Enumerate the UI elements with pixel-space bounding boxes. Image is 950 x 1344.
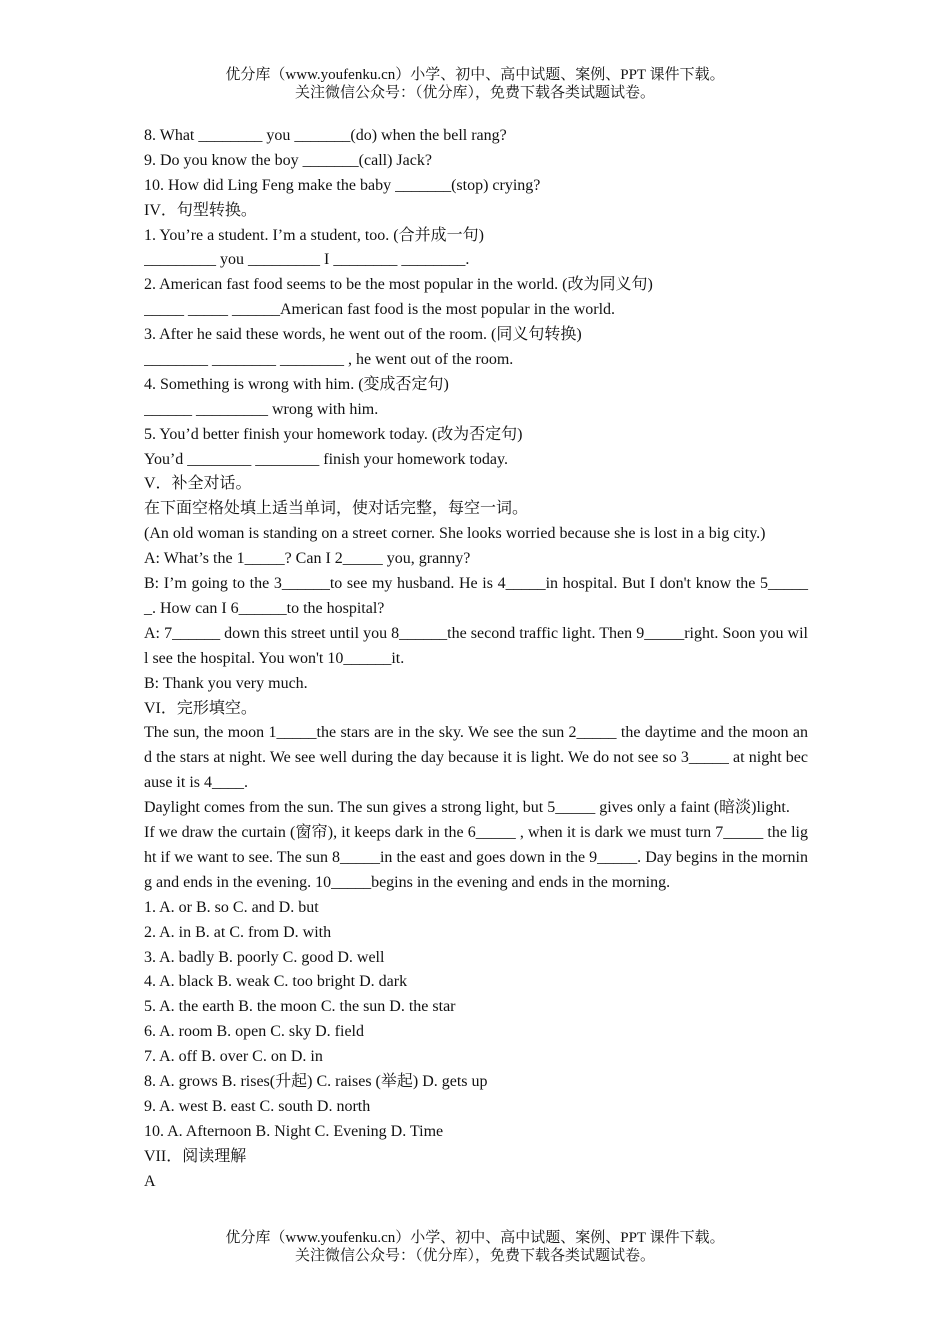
footer-line-2: 关注微信公众号：（优分库），免费下载各类试题试卷。 [294,1248,655,1264]
cloze-option-2: 2. A. in B. at C. from D. with [144,923,332,941]
cloze-option-4: 4. A. black B. weak C. too bright D. dark [144,973,408,991]
transform-question-5: 5. You’d better finish your homework today. (改为否定句) [144,425,523,443]
cloze-option-8: 8. A. grows B. rises(升起) C. raises (举起) D. gets up [144,1073,488,1091]
cloze-option-9: 9. A. west B. east C. south D. north [144,1097,371,1115]
cloze-option-10: 10. A. Afternoon B. Night C. Evening D. Time [144,1122,444,1140]
transform-question-1: 1. You’re a student. I’m a student, too. (合并成一句) [144,226,484,244]
cloze-paragraph-3: If we draw the curtain (窗帘), it keeps dark in the 6_____ , when it is dark we must turn 7_____ the light if we want to see. The sun 8_____in the east and goes down in the 9_____. Day begins in the morning and ends in the evening. 10_____begins in the evening and ends in the morning. [144,824,808,891]
transform-answer-2: _____ _____ ______American fast food is the most popular in the world. [144,301,616,319]
question-8: 8. What ________ you _______(do) when the bell rang? [144,127,507,144]
transform-answer-1: _________ you _________ I ________ ________. [144,251,470,269]
dialogue-instruction: 在下面空格处填上适当单词，使对话完整，每空一词。 [144,500,529,518]
cloze-option-1: 1. A. or B. so C. and D. but [144,898,319,916]
cloze-paragraph-1: The sun, the moon 1_____the stars are in the sky. We see the sun 2_____ the daytime and the moon and the stars at night. We see well during the day because it is light. We do not see so 3_____ at night because it is 4____. [144,724,808,792]
header-line-1: 优分库（www.youfenku.cn）小学、初中、高中试题、案例、PPT 课件下载。 [225,67,725,83]
page-footer [0,1229,950,1265]
section-6-title: VI．完形填空。 [144,699,257,717]
transform-question-3: 3. After he said these words, he went out of the room. (同义句转换) [144,326,582,344]
transform-answer-5: You’d ________ ________ finish your homework today. [144,450,508,468]
cloze-paragraph-2: Daylight comes from the sun. The sun gives a strong light, but 5_____ gives only a faint (暗淡)light. [144,799,790,817]
document-body [144,124,808,1194]
cloze-option-6: 6. A. room B. open C. sky D. field [144,1023,364,1041]
question-9: 9. Do you know the boy _______(call) Jack? [144,151,432,169]
transform-question-4: 4. Something is wrong with him. (变成否定句) [144,375,449,393]
page-header [0,66,950,102]
cloze-option-7: 7. A. off B. over C. on D. in [144,1048,323,1066]
dialogue-line-4: B: Thank you very much. [144,674,308,692]
cloze-option-5: 5. A. the earth B. the moon C. the sun D. the star [144,998,456,1016]
dialogue-context: (An old woman is standing on a street corner. She looks worried because she is lost in a big city.) [144,525,766,543]
transform-answer-3: ________ ________ ________ , he went out of the room. [144,351,514,369]
section-5-title: V．补全对话。 [144,475,252,493]
dialogue-line-3: A: 7______ down this street until you 8______the second traffic light. Then 9_____right. Soon you will see the hospital. You won't 10______it. [144,624,808,667]
footer-line-1: 优分库（www.youfenku.cn）小学、初中、高中试题、案例、PPT 课件下载。 [225,1230,725,1246]
transform-answer-4: ______ _________ wrong with him. [144,400,379,418]
cloze-option-3: 3. A. badly B. poorly C. good D. well [144,948,385,966]
header-line-2: 关注微信公众号：（优分库），免费下载各类试题试卷。 [294,85,655,101]
section-7-title: VII．阅读理解 [144,1147,247,1165]
transform-question-2: 2. American fast food seems to be the most popular in the world. (改为同义句) [144,276,653,294]
dialogue-line-2: B: I’m going to the 3______to see my husband. He is 4_____in hospital. But I don't know the 5______. How can I 6______to the hospital? [144,575,808,617]
section-4-title: IV．句型转换。 [144,201,257,219]
question-10: 10. How did Ling Feng make the baby _______(stop) crying? [144,176,541,194]
reading-passage-label: A [144,1172,156,1190]
dialogue-line-1: A: What’s the 1_____? Can I 2_____ you, granny? [144,550,471,568]
